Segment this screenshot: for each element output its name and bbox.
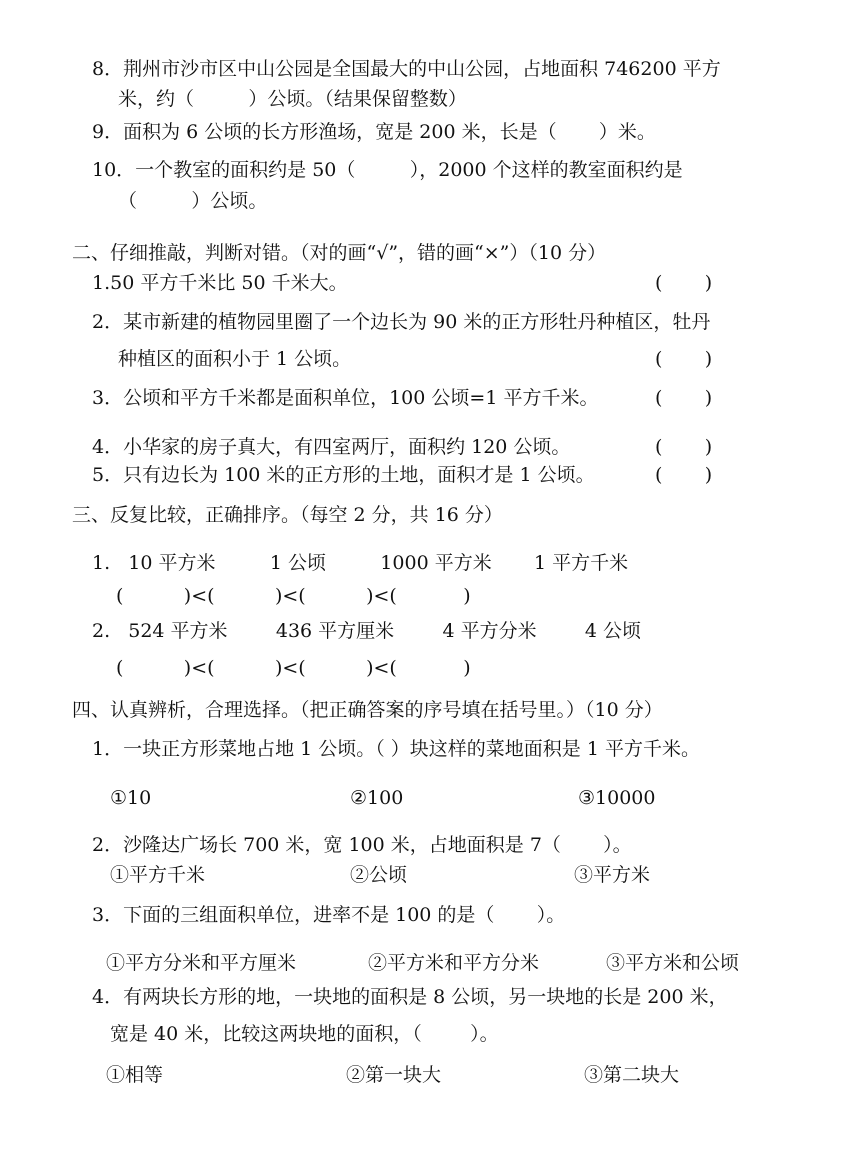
- choice-2-option-3: ③平方米: [574, 864, 651, 886]
- q9-line: 9．面积为 6 公顷的长方形渔场，宽是 200 米，长是（ ）米。: [92, 121, 656, 143]
- section-2-heading: 二、仔细推敲，判断对错。（对的画“√”，错的画“×”）（10 分）: [72, 242, 607, 264]
- choice-3-option-3: ③平方米和公顷: [606, 952, 740, 974]
- choice-1-option-2: ②100: [350, 787, 404, 809]
- judge-1: 1.50 平方千米比 50 千米大。: [92, 272, 348, 294]
- judge-4-paren: ( ): [655, 436, 713, 458]
- choice-2-option-1: ①平方千米: [110, 864, 206, 886]
- choice-4-line-1: 4．有两块长方形的地，一块地的面积是 8 公顷，另一块地的长是 200 米，: [92, 986, 728, 1008]
- choice-4-option-1: ①相等: [106, 1064, 164, 1086]
- section-4-heading: 四、认真辨析，合理选择。（把正确答案的序号填在括号里。）（10 分）: [72, 699, 663, 721]
- q10-line-2: （ ）公顷。: [118, 190, 268, 212]
- choice-2-option-2: ②公顷: [350, 864, 408, 886]
- choice-4-option-3: ③第二块大: [584, 1064, 680, 1086]
- choice-3-option-2: ②平方米和平方分米: [368, 952, 540, 974]
- choice-1-option-3: ③10000: [578, 787, 656, 809]
- sort-1-items: 1. 10 平方米 1 公顷 1000 平方米 1 平方千米: [92, 552, 629, 574]
- choice-3-option-1: ①平方分米和平方厘米: [106, 952, 297, 974]
- choice-2: 2．沙隆达广场长 700 米，宽 100 米，占地面积是 7（ ）。: [92, 834, 632, 856]
- sort-2-items: 2. 524 平方米 436 平方厘米 4 平方分米 4 公顷: [92, 620, 642, 642]
- judge-3-paren: ( ): [655, 387, 713, 409]
- choice-1-option-1: ①10: [110, 787, 152, 809]
- choice-3: 3．下面的三组面积单位，进率不是 100 的是（ ）。: [92, 904, 566, 926]
- judge-5: 5．只有边长为 100 米的正方形的土地，面积才是 1 公顷。: [92, 464, 595, 486]
- sort-2-blanks: ( )<( )<( )<( ): [116, 657, 471, 679]
- section-3-heading: 三、反复比较，正确排序。（每空 2 分，共 16 分）: [72, 504, 503, 526]
- sort-1-blanks: ( )<( )<( )<( ): [116, 585, 471, 607]
- q8-line-2: 米，约（ ）公顷。（结果保留整数）: [118, 88, 467, 110]
- judge-2-paren: ( ): [655, 348, 713, 370]
- choice-4-line-2: 宽是 40 米，比较这两块地的面积，（ ）。: [110, 1023, 499, 1045]
- choice-1: 1．一块正方形菜地占地 1 公顷。（ ）块这样的菜地面积是 1 平方千米。: [92, 738, 700, 760]
- judge-4: 4．小华家的房子真大，有四室两厅，面积约 120 公顷。: [92, 436, 571, 458]
- q10-line-1: 10．一个教室的面积约是 50（ ），2000 个这样的教室面积约是: [92, 159, 683, 181]
- q8-line-1: 8．荆州市沙市区中山公园是全国最大的中山公园，占地面积 746200 平方: [92, 58, 721, 80]
- judge-2-line-2: 种植区的面积小于 1 公顷。: [118, 348, 352, 370]
- choice-4-option-2: ②第一块大: [346, 1064, 442, 1086]
- judge-2-line-1: 2．某市新建的植物园里圈了一个边长为 90 米的正方形牡丹种植区，牡丹: [92, 311, 711, 333]
- judge-5-paren: ( ): [655, 464, 713, 486]
- judge-3: 3．公顷和平方千米都是面积单位，100 公顷=1 平方千米。: [92, 387, 599, 409]
- judge-1-paren: ( ): [655, 272, 713, 294]
